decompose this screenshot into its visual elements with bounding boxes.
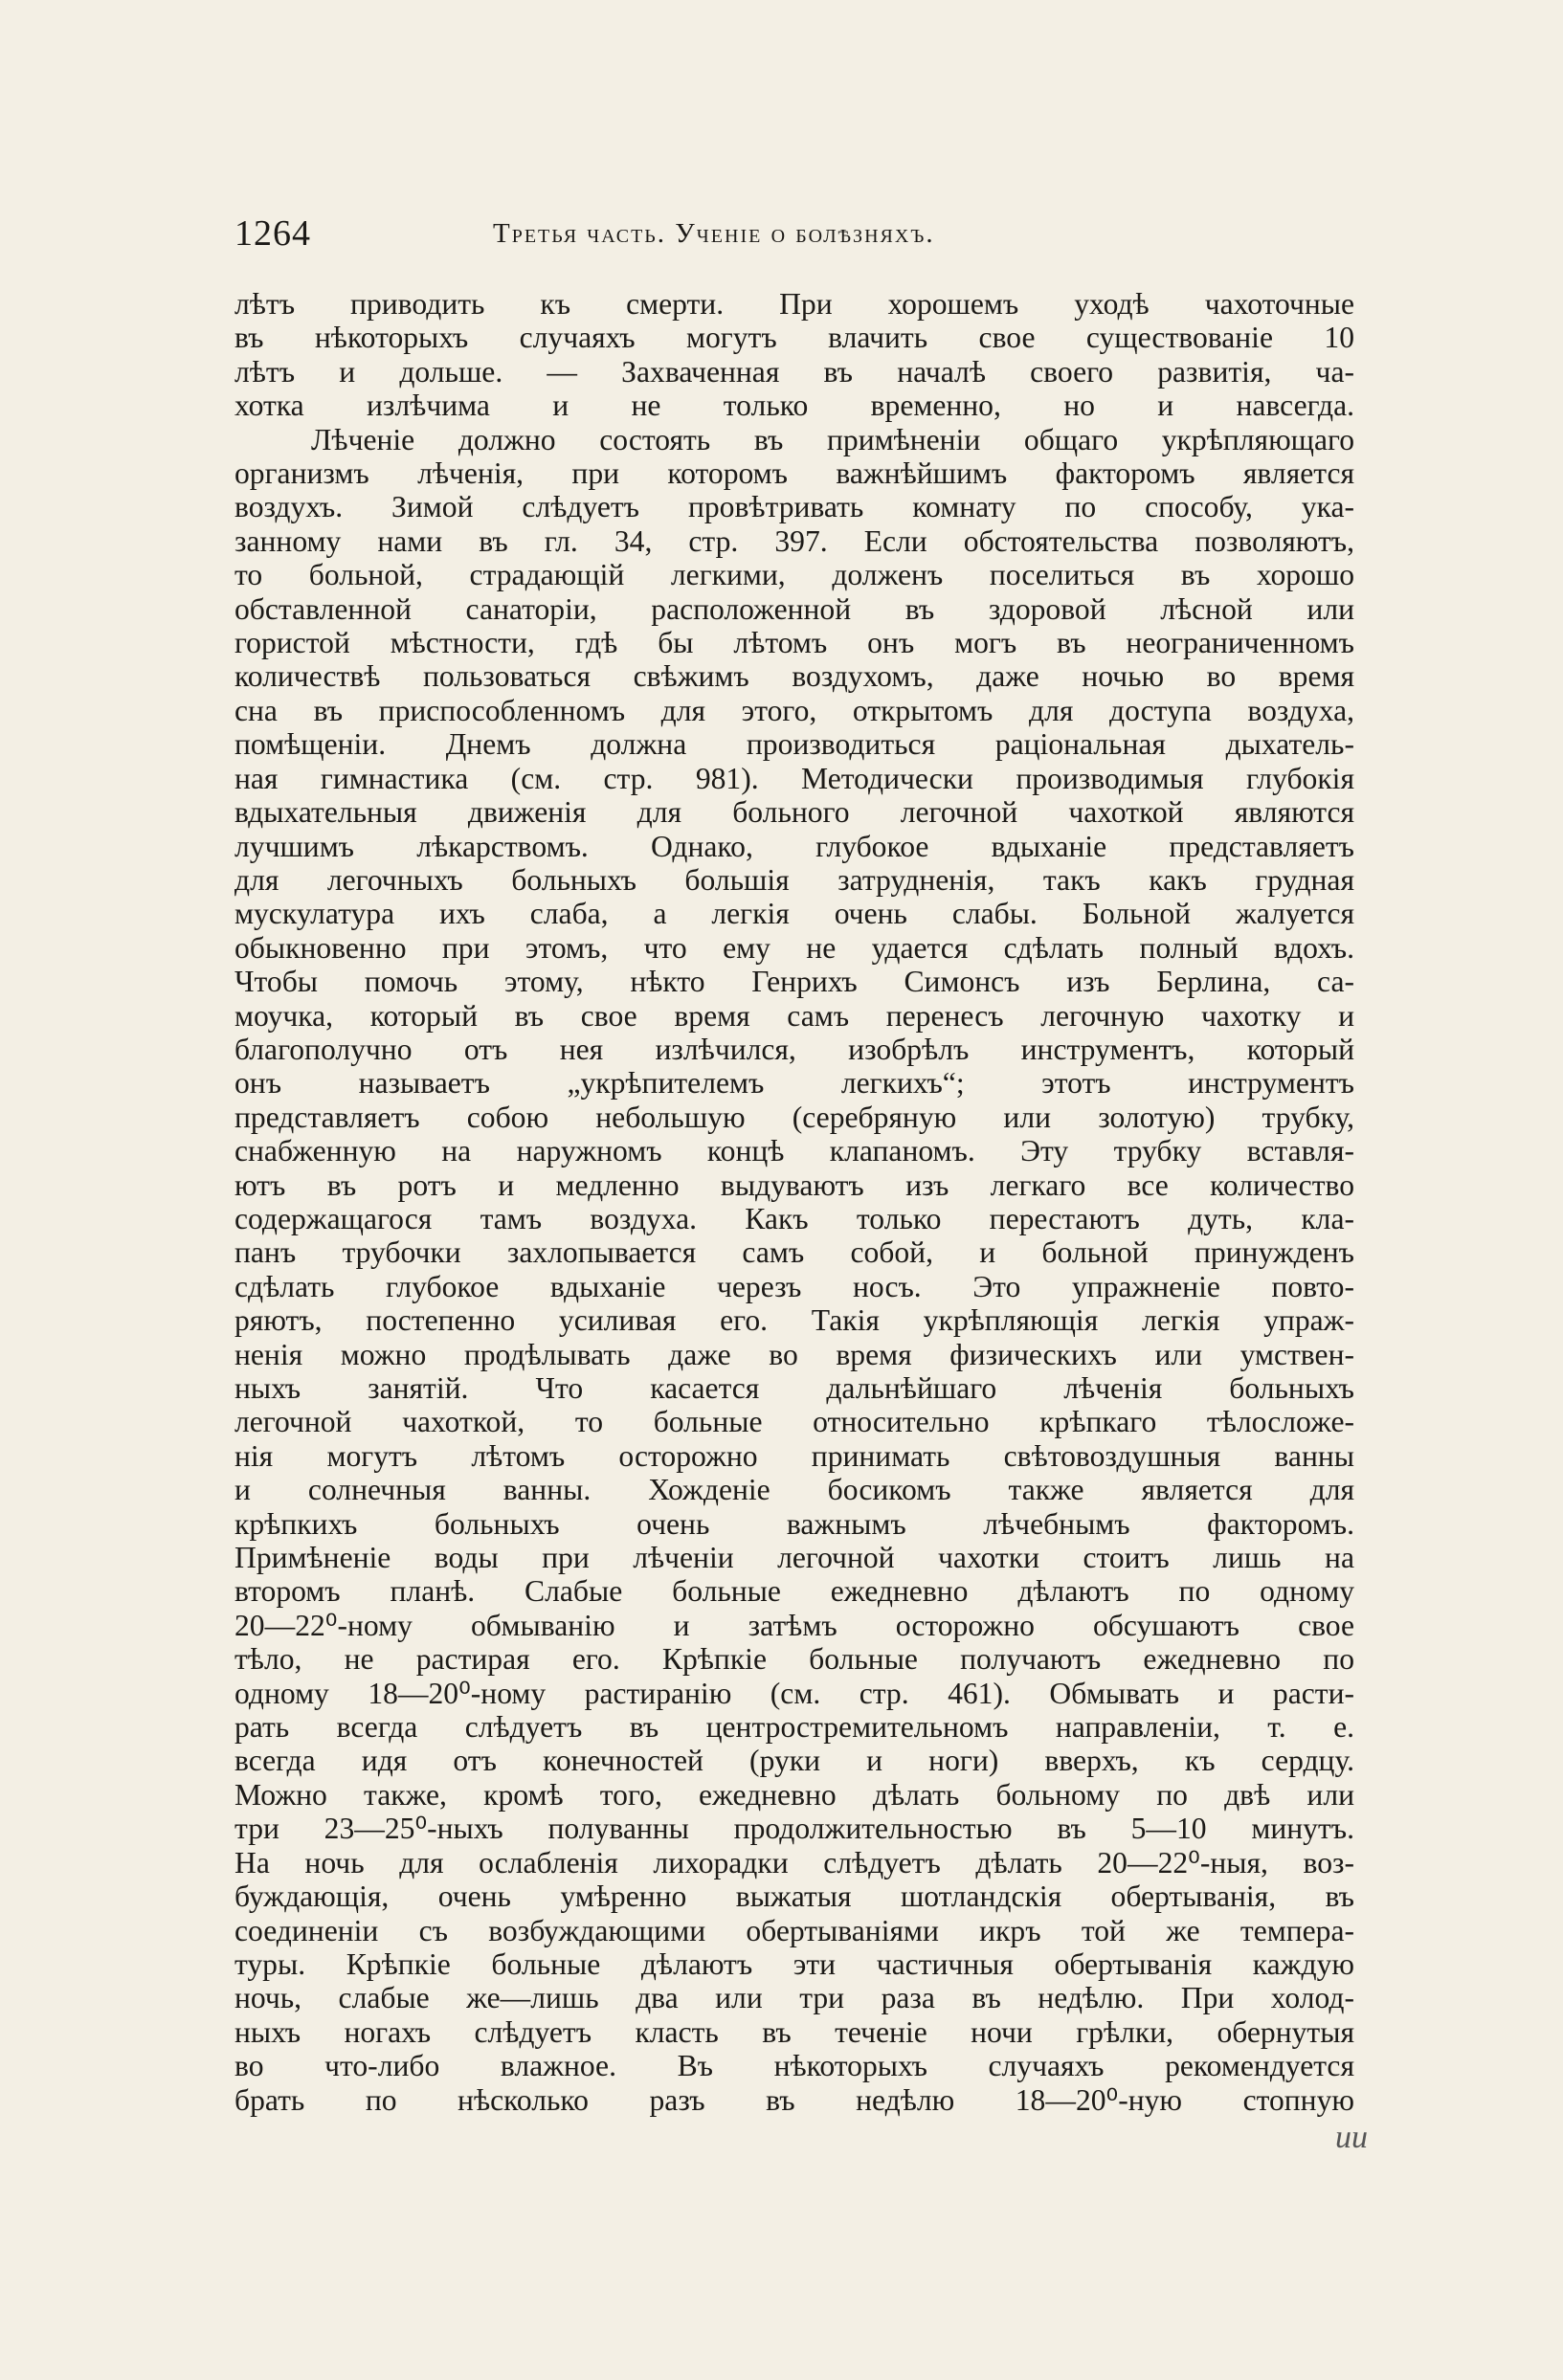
text-line: лѣтъ приводить къ смерти. При хорошемъ уходѣ чахоточные [234,287,1354,321]
text-line: обыкновенно при этомъ, что ему не удается сдѣлать полный вдохъ. [234,930,1354,965]
text-line: снабженную на наружномъ концѣ клапаномъ. Эту трубку вставля- [234,1134,1354,1168]
text-line: ныхъ ногахъ слѣдуетъ класть въ теченіе ночи грѣлки, обернутыя [234,2014,1354,2049]
text-line: моучка, который въ свое время самъ перенесъ легочную чахотку и [234,998,1354,1033]
text-line: ютъ въ ротъ и медленно выдуваютъ изъ легкаго все количество [234,1168,1354,1202]
text-line: вдыхательныя движенія для больного легочной чахоткой являются [234,795,1354,830]
text-line: Примѣненіе воды при лѣченіи легочной чахотки стоитъ лишь на [234,1541,1354,1575]
text-line: панъ трубочки захлопывается самъ собой, и больной принужденъ [234,1235,1354,1270]
text-line: содержащагося тамъ воздуха. Какъ только перестаютъ дуть, кла- [234,1201,1354,1235]
text-line: и солнечныя ванны. Хожденіе босикомъ также является для [234,1473,1354,1507]
text-line: организмъ лѣченія, при которомъ важнѣйшимъ факторомъ является [234,456,1354,491]
margin-handwritten-mark: ии [1335,2120,1368,2155]
text-line: крѣпкихъ больныхъ очень важнымъ лѣчебнымъ факторомъ. [234,1506,1354,1541]
text-line: рать всегда слѣдуетъ въ центростремительномъ направленіи, т. е. [234,1710,1354,1745]
text-line: ночь, слабые же—лишь два или три раза въ недѣлю. При холод- [234,1981,1354,2015]
text-line: туры. Крѣпкіе больные дѣлаютъ эти частичныя обертыванія каждую [234,1946,1354,1981]
text-line: ненія можно продѣлывать даже во время физическихъ или умствен- [234,1337,1354,1371]
text-line: хотка излѣчима и не только временно, но и навсегда. [234,389,1354,423]
text-line: буждающія, очень умѣренно выжатыя шотландскія обертыванія, въ [234,1880,1354,1914]
text-line: количествѣ пользоваться свѣжимъ воздухомъ, даже ночью во время [234,659,1354,694]
text-line: лучшимъ лѣкарствомъ. Однако, глубокое вдыханіе представляетъ [234,829,1354,863]
text-line: брать по нѣсколько разъ въ недѣлю 18—20⁰-ную стопную [234,2082,1354,2117]
text-line: сдѣлать глубокое вдыханіе черезъ носъ. Это упражненіе повто- [234,1269,1354,1303]
text-line: обставленной санаторіи, расположенной въ здоровой лѣсной или [234,591,1354,626]
text-line: Лѣченіе должно состоять въ примѣненіи общаго укрѣпляющаго [311,422,1354,456]
text-line: сна въ приспособленномъ для этого, открытомъ для доступа воздуха, [234,693,1354,727]
text-line: Можно также, кромѣ того, ежедневно дѣлать больному по двѣ или [234,1777,1354,1812]
running-title: Третья часть. Ученіе о болѣзняхъ. [493,218,935,249]
text-line: мускулатура ихъ слаба, а легкія очень слабы. Больной жалуется [234,897,1354,931]
text-line: лѣтъ и дольше. — Захваченная въ началѣ своего развитія, ча- [234,354,1354,389]
page-number: 1264 [234,213,311,254]
text-line: одному 18—20⁰-ному растиранію (см. стр. 461). Обмывать и расти- [234,1676,1354,1710]
text-line: соединеніи съ возбуждающими обертываніями икръ той же темпера- [234,1913,1354,1947]
text-line: во что-либо влажное. Въ нѣкоторыхъ случаяхъ рекомендуется [234,2049,1354,2083]
text-line: въ нѣкоторыхъ случаяхъ могутъ влачить свое существованіе 10 [234,321,1354,355]
text-line: всегда идя отъ конечностей (руки и ноги) вверхъ, къ сердцу. [234,1744,1354,1778]
text-line: гористой мѣстности, гдѣ бы лѣтомъ онъ могъ въ неограниченномъ [234,626,1354,660]
text-line: три 23—25⁰-ныхъ полуванны продолжительностью въ 5—10 минутъ. [234,1812,1354,1846]
text-line: На ночь для ослабленія лихорадки слѣдуетъ дѣлать 20—22⁰-ныя, воз- [234,1845,1354,1880]
body-text [234,287,1354,2117]
text-line: помѣщеніи. Днемъ должна производиться раціональная дыхатель- [234,727,1354,762]
text-line: нія могутъ лѣтомъ осторожно принимать свѣтовоздушныя ванны [234,1438,1354,1473]
text-line: тѣло, не растирая его. Крѣпкіе больные получаютъ ежедневно по [234,1642,1354,1677]
text-line: второмъ планѣ. Слабые больные ежедневно дѣлаютъ по одному [234,1574,1354,1609]
text-line: легочной чахоткой, то больные относительно крѣпкаго тѣлосложе- [234,1405,1354,1439]
text-line: Чтобы помочь этому, нѣкто Генрихъ Симонсъ изъ Берлина, са- [234,965,1354,999]
text-line: 20—22⁰-ному обмыванію и затѣмъ осторожно обсушаютъ свое [234,1608,1354,1642]
text-line: ныхъ занятій. Что касается дальнѣйшаго лѣченія больныхъ [234,1371,1354,1405]
text-line: онъ называетъ „укрѣпителемъ легкихъ“; этотъ инструментъ [234,1066,1354,1101]
text-line: благополучно отъ нея излѣчился, изобрѣлъ инструментъ, который [234,1032,1354,1066]
text-line: занному нами въ гл. 34, стр. 397. Если обстоятельства позволяютъ, [234,523,1354,558]
text-line: ряютъ, постепенно усиливая его. Такія укрѣпляющія легкія упраж- [234,1303,1354,1338]
text-line: то больной, страдающій легкими, долженъ поселиться въ хорошо [234,558,1354,592]
text-line: воздухъ. Зимой слѣдуетъ провѣтривать комнату по способу, ука- [234,490,1354,524]
text-line: ная гимнастика (см. стр. 981). Методически производимыя глубокія [234,761,1354,795]
text-line: для легочныхъ больныхъ большія затрудненія, такъ какъ грудная [234,862,1354,897]
text-line: представляетъ собою небольшую (серебряную или золотую) трубку, [234,1100,1354,1134]
